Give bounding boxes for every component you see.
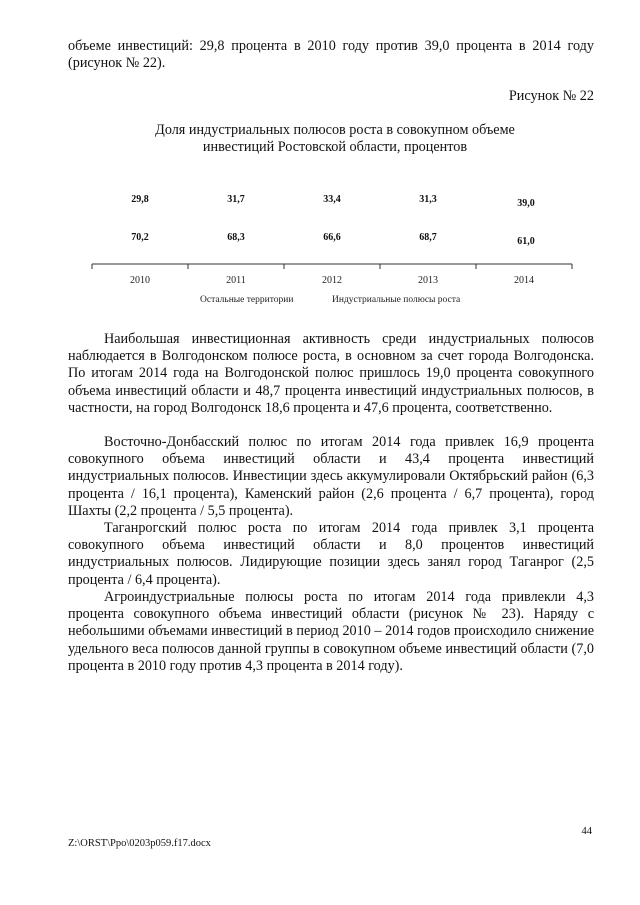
data-label: 29,8 [131, 194, 149, 205]
data-label: 68,3 [227, 232, 245, 243]
paragraph-agro-poles: Агроиндустриальные полюсы роста по итогам 2014 года привлекли 4,3 процента совокупного объема инвестиций области (рисунок № 23). Наряду с небольшими объемами инвестиций в период 2010 – 2014 годов происходило снижение удельного веса полюсов данной группы в совокупном объеме инвестиций области (7,0 процента в 2010 году против 4,3 процента в 2014 году). [68, 589, 594, 674]
x-tick-label-2010: 2010 [130, 275, 150, 286]
data-label: 66,6 [323, 232, 341, 243]
data-label: 31,3 [419, 194, 437, 205]
x-tick-label-2012: 2012 [322, 275, 342, 286]
chart-title: Доля индустриальных полюсов роста в совокупном объеме инвестиций Ростовской области, процентов [155, 122, 515, 155]
data-label: 70,2 [131, 232, 149, 243]
x-tick-label-2011: 2011 [226, 275, 246, 286]
data-label: 31,7 [227, 194, 245, 205]
intro-paragraph: объеме инвестиций: 29,8 процента в 2010 году против 39,0 процента в 2014 году (рисунок № 22). [68, 38, 594, 72]
paragraph-volgodonsk: Наибольшая инвестиционная активность среди индустриальных полюсов наблюдается в Волгодонском полюсе роста, в основном за счет города Волгодонска. По итогам 2014 года на Волгодонской полюс пришлось 19,0 процента совокупного объема инвестиций области и 48,7 процента инвестиций индустриальных полюсов, в частности, на город Волгодонск 18,6 процента и 47,6 процента, соответственно. [68, 331, 594, 416]
data-label: 33,4 [323, 194, 341, 205]
data-label: 39,0 [517, 198, 535, 209]
footer-file-path: Z:\ORST\Ppo\0203p059.f17.docx [68, 838, 211, 849]
investment-share-chart [80, 180, 580, 305]
paragraph-taganrog: Таганрогский полюс роста по итогам 2014 года привлек 3,1 процента совокупного объема инвестиций области и 8,0 процентов инвестиций индустриальных полюсов. Лидирующие позиции здесь занял город Таганрог (2,5 процента / 6,4 процента). [68, 520, 594, 588]
data-label: 61,0 [517, 236, 535, 247]
data-label: 68,7 [419, 232, 437, 243]
page-number: 44 [581, 826, 592, 837]
x-tick-label-2013: 2013 [418, 275, 438, 286]
x-tick-label-2014: 2014 [514, 275, 534, 286]
paragraph-vostochno-donbass: Восточно-Донбасский полюс по итогам 2014 года привлек 16,9 процента совокупного объема инвестиций области и 43,4 процента инвестиций индустриальных полюсов. Инвестиции здесь аккумулировали Октябрьский район (6,3 процента / 16,1 процента), Каменский район (2,6 процента / 6,7 процента), город Шахты (2,2 процента / 5,5 процента). [68, 434, 594, 519]
figure-label: Рисунок № 22 [508, 88, 594, 104]
legend-entry: Индустриальные полюсы роста [332, 295, 461, 305]
legend-entry: Остальные территории [200, 295, 294, 305]
